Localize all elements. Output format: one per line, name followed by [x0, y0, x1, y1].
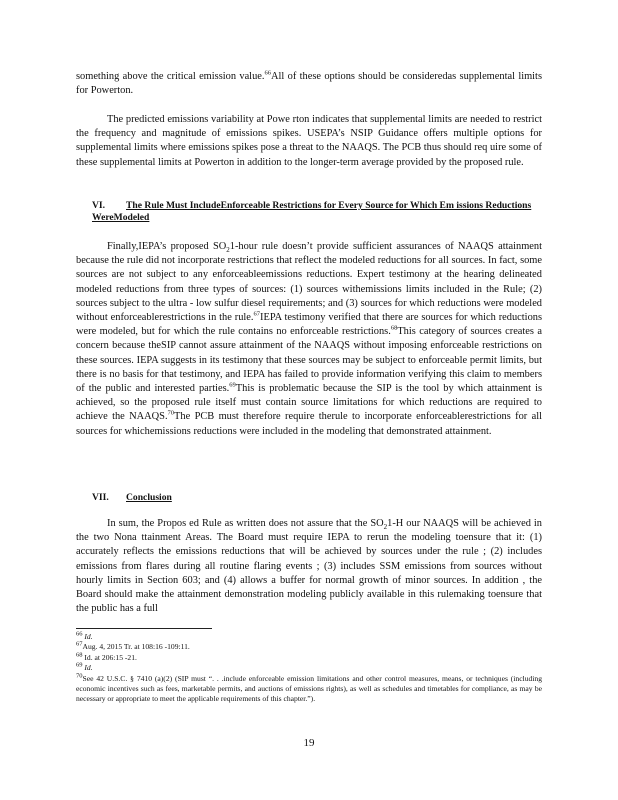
footnote-69: [76, 663, 542, 673]
footnote-ref-66[interactable]: 66: [264, 69, 271, 77]
footnote-66: [76, 632, 542, 642]
footnote-text: Id. at 206:15 -21.: [84, 652, 137, 662]
section-number: VII.: [92, 492, 109, 503]
section-title: The Rule Must IncludeEnforceable Restrictions for Every Source for Which Em issions Reductions WereModeled: [92, 200, 532, 223]
footnote-text: Aug. 4, 2015 Tr. at 108:16 -109:11.: [82, 642, 190, 652]
section-title: Conclusion: [126, 492, 172, 503]
footnote-ref-68[interactable]: 68: [390, 324, 398, 332]
footnote-number: 69: [76, 661, 83, 669]
text-run: 1-H our NAAQS will be achieved in the two Nona ttainment Areas. The Board must require IEPA to rerun the modeling toensure that it: (1) accurately reflects the emissions reductions that will be achieved by sources under the rule ; (2) includes emissions from flares during all routine flaring events ; (3) includes SSM emissions from sources without hourly limits in Section 603; and (4) allows a buffer for normal growth of minor sources. In addition , the Board should make the attainment demonstration modeling publicly available in this rulemaking toensure that the public has a full: [76, 518, 542, 615]
footnote-ref-67[interactable]: 67: [253, 310, 261, 318]
footnote-number: 70: [76, 672, 83, 680]
text-run: This is problematic because the SIP is the tool by which attainment is achieved, so the proposed rule itself must contain source limitations for which reductions are required to achieve the NAAQS.: [76, 383, 542, 423]
text-run: IEPA testimony verified that there are sources for which reductions were modeled, but for which the rule contains no enforceable restrictions.: [76, 312, 543, 338]
section-heading-vii: [92, 492, 542, 504]
page-number: 19: [303, 737, 315, 749]
footnote-67: [76, 642, 542, 652]
text-run: This category of sources creates a concern because theSIP cannot assure attainment of the NAAQS without imposing enforceable restrictions on these sources. IEPA suggests in its testimony that these sources may be subject to enforceable permit limits, but there is no basis for that testimony, and IEPA has failed to provide information verifying this claim to members of the public and interested parties.: [76, 326, 543, 395]
text-run: All of these options should be consideredas supplemental limits for Powerton.: [76, 71, 542, 97]
footnote-number: 66: [76, 630, 83, 638]
footnote-number: 68: [76, 651, 83, 659]
footnote-text: Id.: [84, 632, 93, 641]
footnote-text: Id.: [84, 663, 93, 673]
text-run: Finally,IEPA’s proposed SO: [107, 241, 227, 252]
footnote-text: See 42 U.S.C. § 7410 (a)(2) (SIP must “. . .include enforceable emission limitations and other control measures, means, or techniques (including economic incentives such as fees, marketable permits, and auctions of emissions rights), as well as schedules and timetables for compliance, as may be necessary or appropriate to meet the applicable requirements of this chapter.”).: [76, 673, 542, 704]
footnote-68: [76, 653, 542, 663]
footnotes: [76, 632, 542, 705]
footnote-ref-69[interactable]: 69: [229, 381, 236, 389]
paragraph-enforceable-restrictions: [76, 240, 542, 439]
subscript: 2: [226, 246, 230, 255]
subscript: 2: [383, 523, 388, 532]
paragraph-emissions-variability: The predicted emissions variability at Powe rton indicates that supplemental limits are needed to restrict the frequency and magnitude of emissions spikes. USEPA’s NSIP Guidance offers multiple options for supplemental limits where emissions spikes pose a threat to the NAAQS. The PCB thus should req uire some of these supplemental limits at Powerton in addition to the longer-term average provided by the proposed rule.: [76, 114, 542, 168]
text-run: The PCB must therefore require therule to incorporate enforceablerestrictions for all sources for whichemissions reductions were included in the modeling that demonstrated attainment.: [76, 411, 542, 437]
section-number: VI.: [92, 200, 106, 211]
text-run: something above the critical emission value.: [76, 71, 265, 82]
footnote-divider: [76, 628, 212, 629]
section-heading-vi: [92, 200, 542, 224]
paragraph-powerton-options: [76, 70, 542, 98]
paragraph-conclusion: [76, 517, 542, 616]
footnote-ref-70[interactable]: 70: [167, 409, 175, 417]
text-run: 1-hour rule doesn’t provide sufficient assurances of NAAQS attainment because the rule did not incorporate restrictions that reflect the modeled reductions for all sources. In fact, some sources are not subject to any enforceableemissions reductions. Expert testimony at the hearing delineated modeled reductions from three types of sources: (1) sources withemissions limits included in the Rule; (2) sources subject to the ultra - low sulfur diesel requirements; and (3) sources for which reductions were modeled without enforceablerestrictions in the rule.: [76, 241, 542, 324]
footnote-number: 67: [76, 640, 83, 648]
text-run: In sum, the Propos ed Rule as written does not assure that the SO: [107, 518, 384, 529]
footnote-70: [76, 674, 542, 705]
